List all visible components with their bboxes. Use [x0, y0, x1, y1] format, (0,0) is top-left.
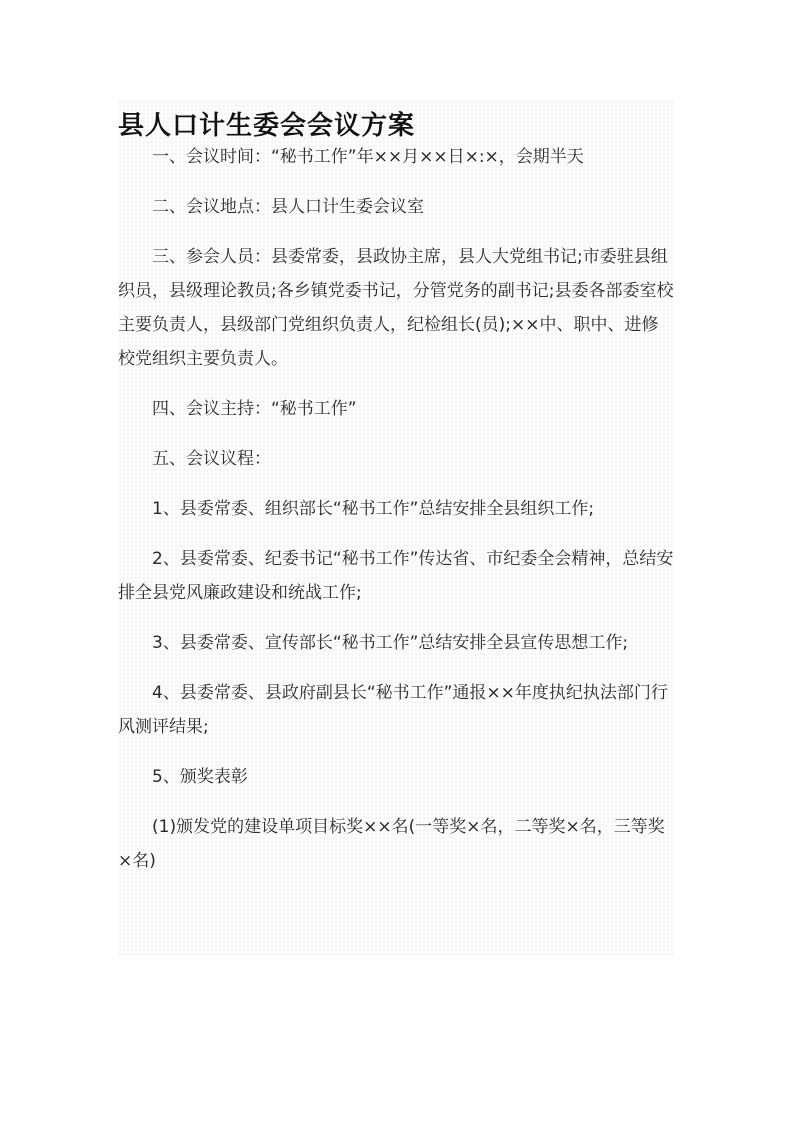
agenda-item-5: 5、颁奖表彰 [152, 767, 248, 787]
document-body [118, 100, 674, 955]
paragraph-meeting-location: 二、会议地点：县人口计生委会议室 [152, 197, 424, 217]
agenda-item-2: 2、县委常委、纪委书记“秘书工作”传达省、市纪委全会精神，总结安排全县党风廉政建设和统战工作; [118, 549, 674, 603]
paragraph-meeting-time: 一、会议时间：“秘书工作”年××月××日×:×，会期半天 [152, 147, 584, 167]
agenda-item-1: 1、县委常委、组织部长“秘书工作”总结安排全县组织工作; [152, 499, 595, 519]
agenda-item-3: 3、县委常委、宣传部长“秘书工作”总结安排全县宣传思想工作; [152, 633, 629, 653]
agenda-item-4: 4、县委常委、县政府副县长“秘书工作”通报××年度执纪执法部门行风测评结果; [118, 683, 668, 737]
paragraph-host: 四、会议主持：“秘书工作” [152, 399, 357, 419]
paragraph-attendees: 三、参会人员：县委常委，县政协主席，县人大党组书记;市委驻县组织员，县级理论教员;各乡镇党委书记，分管党务的副书记;县委各部委室校主要负责人，县级部门党组织负责人，纪检组长(员);××中、职中、进修校党组织主要负责人。 [118, 247, 674, 369]
document-title: 县人口计生委会会议方案 [118, 111, 416, 141]
award-item-1: (1)颁发党的建设单项目标奖××名(一等奖×名，二等奖×名，三等奖×名) [118, 817, 665, 871]
paragraph-agenda-heading: 五、会议议程： [152, 449, 271, 469]
